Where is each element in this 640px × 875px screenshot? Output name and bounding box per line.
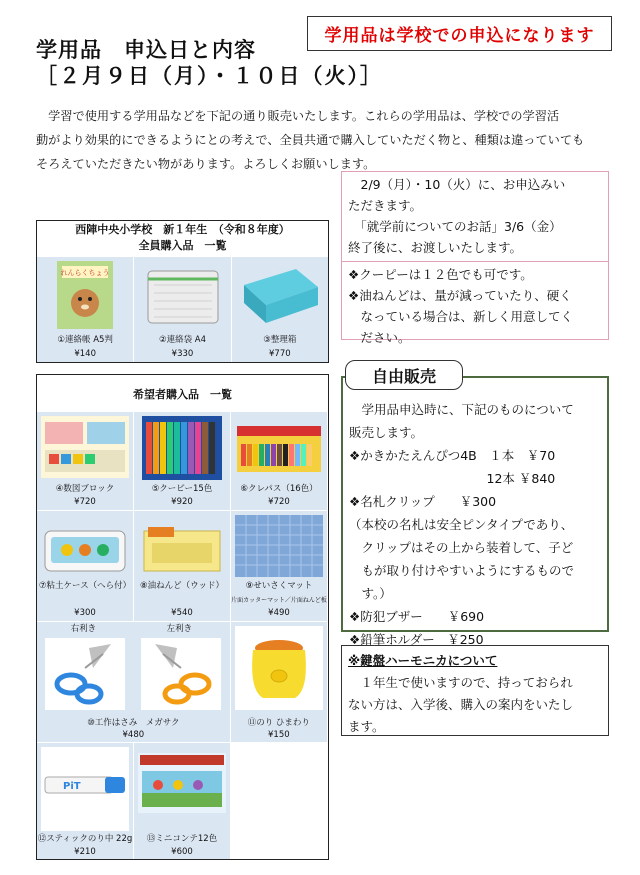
item-caption: ②連絡袋 A4 <box>158 335 207 345</box>
optional-items-table <box>36 374 329 860</box>
item-price: ¥600 <box>171 847 193 857</box>
free-sale-line: ❖防犯ブザー ￥690 <box>349 609 485 624</box>
free-sale-line: クリップはその上から装着して、子ど <box>349 540 574 555</box>
harmonica-note-box <box>341 645 609 736</box>
item-price: ¥330 <box>171 349 194 359</box>
pouch-image <box>146 267 220 325</box>
optional-row <box>37 412 328 511</box>
item-price: ¥150 <box>268 730 290 740</box>
item-price: ¥480 <box>122 730 145 740</box>
free-sale-line: 学用品申込時に、下記のものについて <box>349 402 574 417</box>
required-items-table <box>36 220 329 363</box>
item-caption: ①連絡帳 A5判 <box>57 335 113 345</box>
item-stick-glue <box>37 743 134 859</box>
info-line: ただきます。 <box>348 198 423 213</box>
box-image <box>240 265 320 327</box>
free-sale-line: ❖名札クリップ ￥300 <box>349 494 497 509</box>
item-caption: ⑨せいさくマット <box>245 581 313 591</box>
color-pencil-image <box>142 416 222 480</box>
school-heading: 西陣中央小学校 新１年生 （令和８年度） <box>75 223 290 236</box>
item-suzu-block <box>37 412 134 510</box>
intro-line: 動がより効果的にできるようにとの考えで、全員共通で購入していただく物と、種類は違っていても <box>36 133 585 147</box>
item-price: ¥720 <box>74 497 96 507</box>
page-title: 学用品 申込日と内容 <box>36 38 256 62</box>
harmonica-line: １年生で使いますので、持っておられ <box>348 675 573 690</box>
svg-text:れんらくちょう: れんらくちょう <box>60 269 110 277</box>
free-sale-line: ❖鉛筆ホルダー ￥250 <box>349 632 484 647</box>
optional-heading: 希望者購入品 一覧 <box>37 375 328 413</box>
note-line: ❖油ねんどは、量が減っていたり、硬く <box>348 288 572 303</box>
item-clay-case <box>37 511 134 621</box>
clay-image <box>142 525 222 575</box>
conte-image <box>138 753 226 813</box>
left-hand-label: 左利き <box>166 624 193 634</box>
item-seiribako <box>232 257 328 362</box>
item-caption: ④数図ブロック <box>55 484 115 494</box>
free-sale-line: 12本 ￥840 <box>349 471 556 486</box>
item-caption: ⑦粘土ケース（へら付） <box>38 581 132 591</box>
item-subcaption: 片面カッターマット／片面ねんど板 <box>231 597 327 604</box>
item-renrakucho <box>37 257 134 362</box>
item-coupy <box>134 412 231 510</box>
free-sale-heading: 自由販売 <box>345 360 463 390</box>
note-line: ❖クーピーは１２色でも可です。 <box>348 267 533 282</box>
item-caption: ⑥クレパス（16色） <box>240 484 318 494</box>
intro-paragraph <box>36 104 596 176</box>
free-sale-box <box>341 376 609 647</box>
svg-text:PiT: PiT <box>63 781 81 792</box>
item-caption: ⑩工作はさみ メガサク <box>87 718 180 728</box>
item-price: ¥300 <box>74 608 96 618</box>
optional-row <box>37 511 328 622</box>
item-caption: ③整理箱 <box>263 335 297 345</box>
intro-line: 学習で使用する学用品などを下記の通り販売いたします。これらの学用品は、学校での学習活 <box>36 109 560 123</box>
info-line: 「就学前についてのお話」3/6（金） <box>348 219 562 234</box>
free-sale-line: （本校の名札は安全ピンタイプであり、 <box>349 517 574 532</box>
mat-image <box>235 515 323 577</box>
item-scissors <box>37 622 231 742</box>
empty-cell <box>231 743 328 859</box>
stick-glue-image <box>41 747 129 831</box>
free-sale-line: ❖かきかたえんぴつ4B １本 ￥70 <box>349 448 556 463</box>
item-price: ¥140 <box>74 349 96 359</box>
harmonica-title: ※鍵盤ハーモニカについて <box>348 653 498 668</box>
required-heading: 全員購入品 一覧 <box>138 239 227 252</box>
glue-pot-image <box>235 626 323 710</box>
info-line: 終了後に、お渡しいたします。 <box>348 240 523 255</box>
notebook-image <box>57 261 113 329</box>
page-subtitle-dates: ［２月９日（月）・１０日（火）］ <box>36 64 383 88</box>
notice-banner: 学用品は学校での申込になります <box>307 16 612 51</box>
item-seisaku-mat <box>231 511 328 621</box>
optional-row <box>37 622 328 743</box>
free-sale-line: もが取り付けやすいようにするもので <box>349 563 575 578</box>
info-line: 2/9（月）・10（火）に、お申込みい <box>348 177 566 192</box>
free-sale-line: す。） <box>349 586 392 601</box>
item-renrakubukuro <box>134 257 231 362</box>
item-abura-nendo <box>134 511 231 621</box>
item-price: ¥210 <box>74 847 96 857</box>
item-caption: ⑪のり ひまわり <box>247 718 310 728</box>
harmonica-line: ます。 <box>348 719 385 734</box>
optional-row <box>37 743 328 859</box>
item-price: ¥490 <box>268 608 290 618</box>
free-sale-line: 販売します。 <box>349 425 424 440</box>
note-line: ださい。 <box>348 330 411 345</box>
intro-line: そろえていただきたい物があります。よろしくお願いします。 <box>36 157 376 171</box>
note-line: なっている場合は、新しく用意してく <box>348 309 574 324</box>
scissors-left-image <box>141 638 221 710</box>
item-nori-himawari <box>231 622 328 742</box>
right-hand-label: 右利き <box>70 624 97 634</box>
application-info-box <box>341 171 609 345</box>
item-caption: ⑫スティックのり中 22g <box>37 834 133 844</box>
item-cray-pas <box>231 412 328 510</box>
item-price: ¥920 <box>171 497 193 507</box>
item-price: ¥770 <box>269 349 291 359</box>
crayon-image <box>237 426 321 472</box>
item-mini-conte <box>134 743 231 859</box>
clay-case-image <box>43 523 127 577</box>
harmonica-line: ない方は、入学後、購入の案内をいたし <box>348 697 574 712</box>
item-price: ¥540 <box>171 608 193 618</box>
item-price: ¥720 <box>268 497 290 507</box>
item-caption: ⑧油ねんど（ウッド） <box>140 581 224 591</box>
scissors-right-image <box>45 638 125 710</box>
item-caption: ⑤クーピー15色 <box>151 484 213 494</box>
item-caption: ⑬ミニコンテ12色 <box>146 834 218 844</box>
block-set-image <box>41 416 129 478</box>
